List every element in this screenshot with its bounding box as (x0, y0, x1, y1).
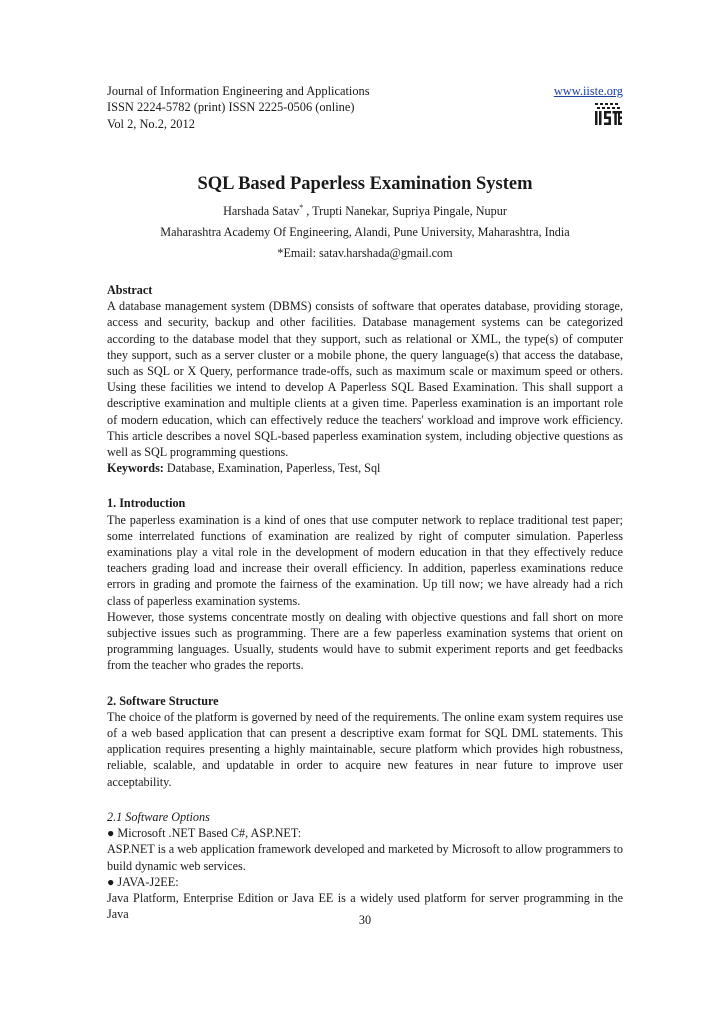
paper-title: SQL Based Paperless Examination System (197, 174, 533, 194)
section-2-1-heading: 2.1 Software Options (107, 809, 210, 824)
abstract-text: A database management system (DBMS) consists of software that operates database, providing storage, access and security, backup and other facilities. Database management systems can be categorized according to the database model that they support, such as relational or XML, the type(s) of computer they support, such as a server cluster or a mobile phone, the query language(s) that access the database, such as SQL or X Query, performance trade-offs, such as maximum scale or maximum speed or others. Using these facilities we intend to develop A Paperless SQL Based Examination. This shall support a descriptive examination and multiple clients at a given time. Paperless examination is an important role of modern education, which can effectively reduce the teachers' workload and improve work efficiency. This article describes a novel SQL-based paperless examination system, including objective questions as well as SQL programming questions. (107, 299, 623, 460)
bullet-j2ee-text: Java Platform, Enterprise Edition or Java EE is a widely used platform for server programming in the Java (107, 890, 623, 922)
running-header (107, 83, 623, 132)
abstract-heading: Abstract (107, 283, 153, 297)
corresponding-mark: * (299, 203, 304, 212)
paper-body (107, 282, 623, 922)
section-1-paragraph-1: The paperless examination is a kind of ones that use computer network to replace traditional test paper; some interrelated functions of examination are realized by right of computer simulation. Paperless examinations play a vital role in the development of modern education in that they effectively reduce teachers grading load and increase their overall efficiency. In addition, paperless examinations reduce errors in grading and promote the fairness of the examination. Up till now; we have already had a rich class of paperless examination systems. (107, 512, 623, 608)
affiliation: Maharashtra Academy Of Engineering, Alandi, Pune University, Maharashtra, India (160, 225, 570, 239)
bullet-dotnet-text: ASP.NET is a web application framework developed and marketed by Microsoft to allow programmers to build dynamic web services. (107, 842, 623, 873)
section-1-paragraph-2: However, those systems concentrate mostly on dealing with objective questions and fall short on more subjective issues such as programming. There are a few paperless examination systems that orient on programming languages. Usually, students would have to submit experiment reports and get feedbacks from the teacher who grades the reports. (107, 609, 623, 673)
lead-author: Harshada Satav (223, 204, 300, 219)
journal-url-link[interactable]: www.iiste.org (553, 84, 623, 98)
bullet-j2ee: ● JAVA-J2EE: (107, 874, 179, 889)
journal-name: Journal of Information Engineering and Applications (107, 84, 370, 98)
page-number: 30 (358, 913, 372, 927)
keywords-line (107, 460, 623, 476)
volume-line: Vol 2, No.2, 2012 (107, 116, 195, 131)
issn-line: ISSN 2224-5782 (print) ISSN 2225-0506 (online) (107, 100, 355, 115)
keywords-label: Keywords: (107, 461, 164, 476)
section-2-paragraph-1: The choice of the platform is governed by need of the requirements. The online exam system requires use of a web based application that can present a descriptive exam format for SQL DML statements. This application requires presenting a highly maintainable, secure platform which provides high robustness, reliable, scalable, and updatable in order to acquire new features in near future to improve user acceptability. (107, 709, 623, 789)
author-line (107, 203, 623, 219)
co-authors: , Trupti Nanekar, Supriya Pingale, Nupur (303, 204, 507, 219)
contact-email: *Email: satav.harshada@gmail.com (277, 246, 453, 260)
section-2-heading: 2. Software Structure (107, 693, 219, 708)
section-1-heading: 1. Introduction (107, 496, 186, 511)
keywords-text: Database, Examination, Paperless, Test, Sql (163, 461, 381, 476)
iiste-logo-icon (593, 101, 623, 127)
bullet-dotnet: ● Microsoft .NET Based C#, ASP.NET: (107, 826, 302, 841)
